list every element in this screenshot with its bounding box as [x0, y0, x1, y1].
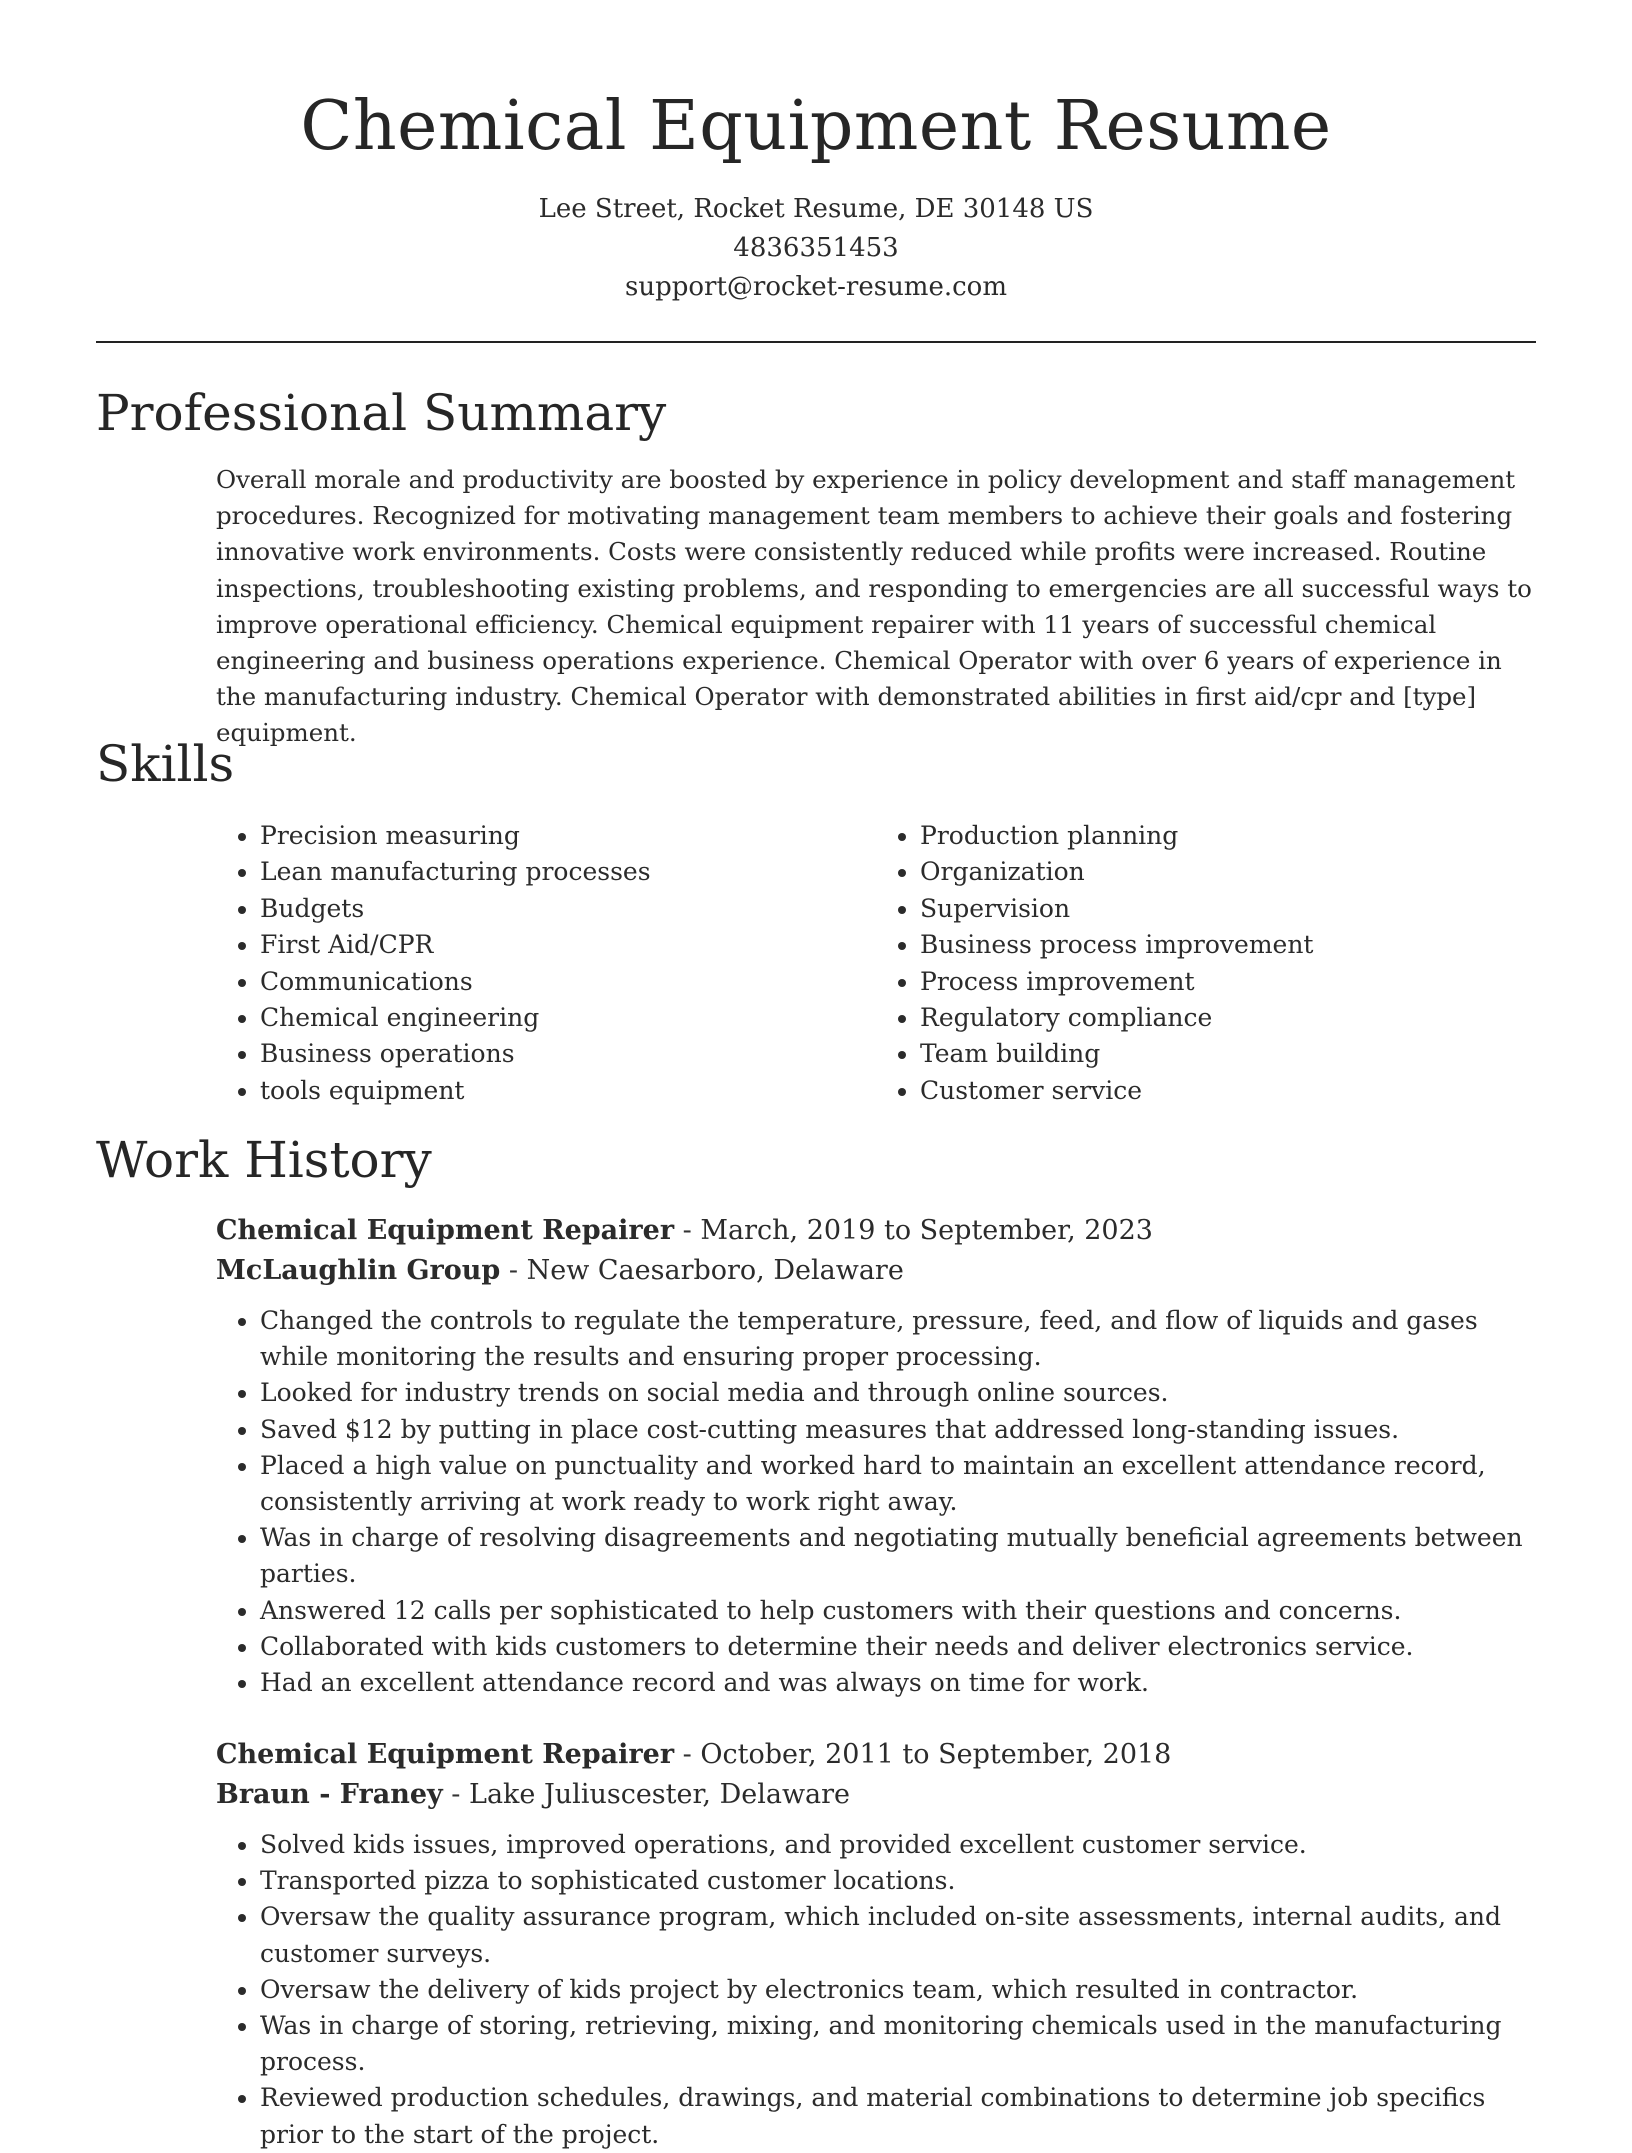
summary-text: Overall morale and productivity are boosted by experience in policy development and staff management procedures. Recognized for motivating management team members to achieve their goals and fostering innovative work environments. Costs were consistently reduced while profits were increased. Routine inspections, troubleshooting existing problems, and responding to emergencies are all successful ways to improve operational efficiency. Chemical equipment repairer with 11 years of successful chemical engineering and business operations experience. Chemical Operator with over 6 years of experience in the manufacturing industry. Chemical Operator with demonstrated abilities in first aid/cpr and [type] equipment.: [216, 465, 1532, 748]
job-bullet: • Placed a high value on punctuality and worked hard to maintain an excellent attendance record, consistently arriving at work ready to work right away.: [260, 1448, 1538, 1520]
skill-item: • First Aid/CPR: [260, 927, 876, 963]
job-bullet: • Transported pizza to sophisticated customer locations.: [260, 1863, 1538, 1899]
job-company: McLaughlin Group: [216, 1255, 501, 1286]
resume-header: [0, 0, 1632, 307]
skill-item: • Lean manufacturing processes: [260, 854, 876, 890]
job-bullet: • Oversaw the delivery of kids project by electronics team, which resulted in contractor.: [260, 1972, 1538, 2008]
job-bullets: [216, 1827, 1538, 2153]
job-dates: March, 2019 to September, 2023: [700, 1215, 1153, 1246]
job-title: Chemical Equipment Repairer: [216, 1215, 675, 1246]
skill-item: • Regulatory compliance: [920, 1000, 1536, 1036]
skills-list: [216, 818, 1536, 1109]
job-dates: October, 2011 to September, 2018: [700, 1739, 1172, 1770]
skill-item: • Organization: [920, 854, 1536, 890]
job-bullet: • Reviewed production schedules, drawings, and material combinations to determine job specifics prior to the start of the project.: [260, 2080, 1538, 2152]
skill-item: • Supervision: [920, 891, 1536, 927]
skill-item: • Production planning: [920, 818, 1536, 854]
skill-item: • Customer service: [920, 1073, 1536, 1109]
job-bullet: • Collaborated with kids customers to determine their needs and deliver electronics service.: [260, 1629, 1538, 1665]
contact-phone: 4836351453: [733, 233, 899, 263]
job-entry: [216, 1735, 1538, 2153]
job-bullet: • Had an excellent attendance record and was always on time for work.: [260, 1665, 1538, 1701]
job-bullet: • Answered 12 calls per sophisticated to help customers with their questions and concerns.: [260, 1593, 1538, 1629]
contact-address: Lee Street, Rocket Resume, DE 30148 US: [538, 194, 1094, 224]
skill-item: • Chemical engineering: [260, 1000, 876, 1036]
skill-item: • Communications: [260, 964, 876, 1000]
summary-heading: Professional Summary: [96, 384, 667, 442]
job-bullets: [216, 1303, 1538, 1701]
job-separator: -: [500, 1255, 527, 1286]
job-title: Chemical Equipment Repairer: [216, 1739, 675, 1770]
header-divider: [96, 341, 1536, 343]
job-separator: -: [442, 1779, 470, 1810]
job-bullet: • Solved kids issues, improved operations, and provided excellent customer service.: [260, 1827, 1538, 1863]
work-history-heading: Work History: [96, 1131, 432, 1189]
contact-info: [0, 190, 1632, 307]
job-company: Braun - Franey: [216, 1779, 443, 1810]
job-title-line: [216, 1211, 1538, 1251]
skill-item: • tools equipment: [260, 1073, 876, 1109]
skill-item: • Business process improvement: [920, 927, 1536, 963]
job-location: New Caesarboro, Delaware: [526, 1255, 904, 1286]
job-bullet: • Saved $12 by putting in place cost-cutting measures that addressed long-standing issues.: [260, 1412, 1538, 1448]
skills-column-right: [876, 818, 1536, 1109]
job-company-line: [216, 1775, 1538, 1815]
contact-email: support@rocket-resume.com: [624, 272, 1007, 302]
skill-item: • Precision measuring: [260, 818, 876, 854]
skill-item: • Process improvement: [920, 964, 1536, 1000]
job-bullet: • Oversaw the quality assurance program, which included on-site assessments, internal audits, and customer surveys.: [260, 1899, 1538, 1971]
job-separator: -: [674, 1739, 701, 1770]
skills-column-left: [216, 818, 876, 1109]
skill-item: • Business operations: [260, 1036, 876, 1072]
job-bullet: • Was in charge of storing, retrieving, mixing, and monitoring chemicals used in the manufacturing process.: [260, 2008, 1538, 2080]
job-title-line: [216, 1735, 1538, 1775]
job-company-line: [216, 1251, 1538, 1291]
job-bullet: • Changed the controls to regulate the temperature, pressure, feed, and flow of liquids and gases while monitoring the results and ensuring proper processing.: [260, 1303, 1538, 1375]
job-bullet: • Looked for industry trends on social media and through online sources.: [260, 1375, 1538, 1411]
skill-item: • Budgets: [260, 891, 876, 927]
skills-heading: Skills: [96, 735, 235, 793]
job-bullet: • Was in charge of resolving disagreements and negotiating mutually beneficial agreements between parties.: [260, 1520, 1538, 1592]
resume-title: Chemical Equipment Resume: [300, 87, 1332, 166]
job-entry: [216, 1211, 1538, 1701]
job-separator: -: [674, 1215, 701, 1246]
job-location: Lake Juliuscester, Delaware: [469, 1779, 851, 1810]
skill-item: • Team building: [920, 1036, 1536, 1072]
